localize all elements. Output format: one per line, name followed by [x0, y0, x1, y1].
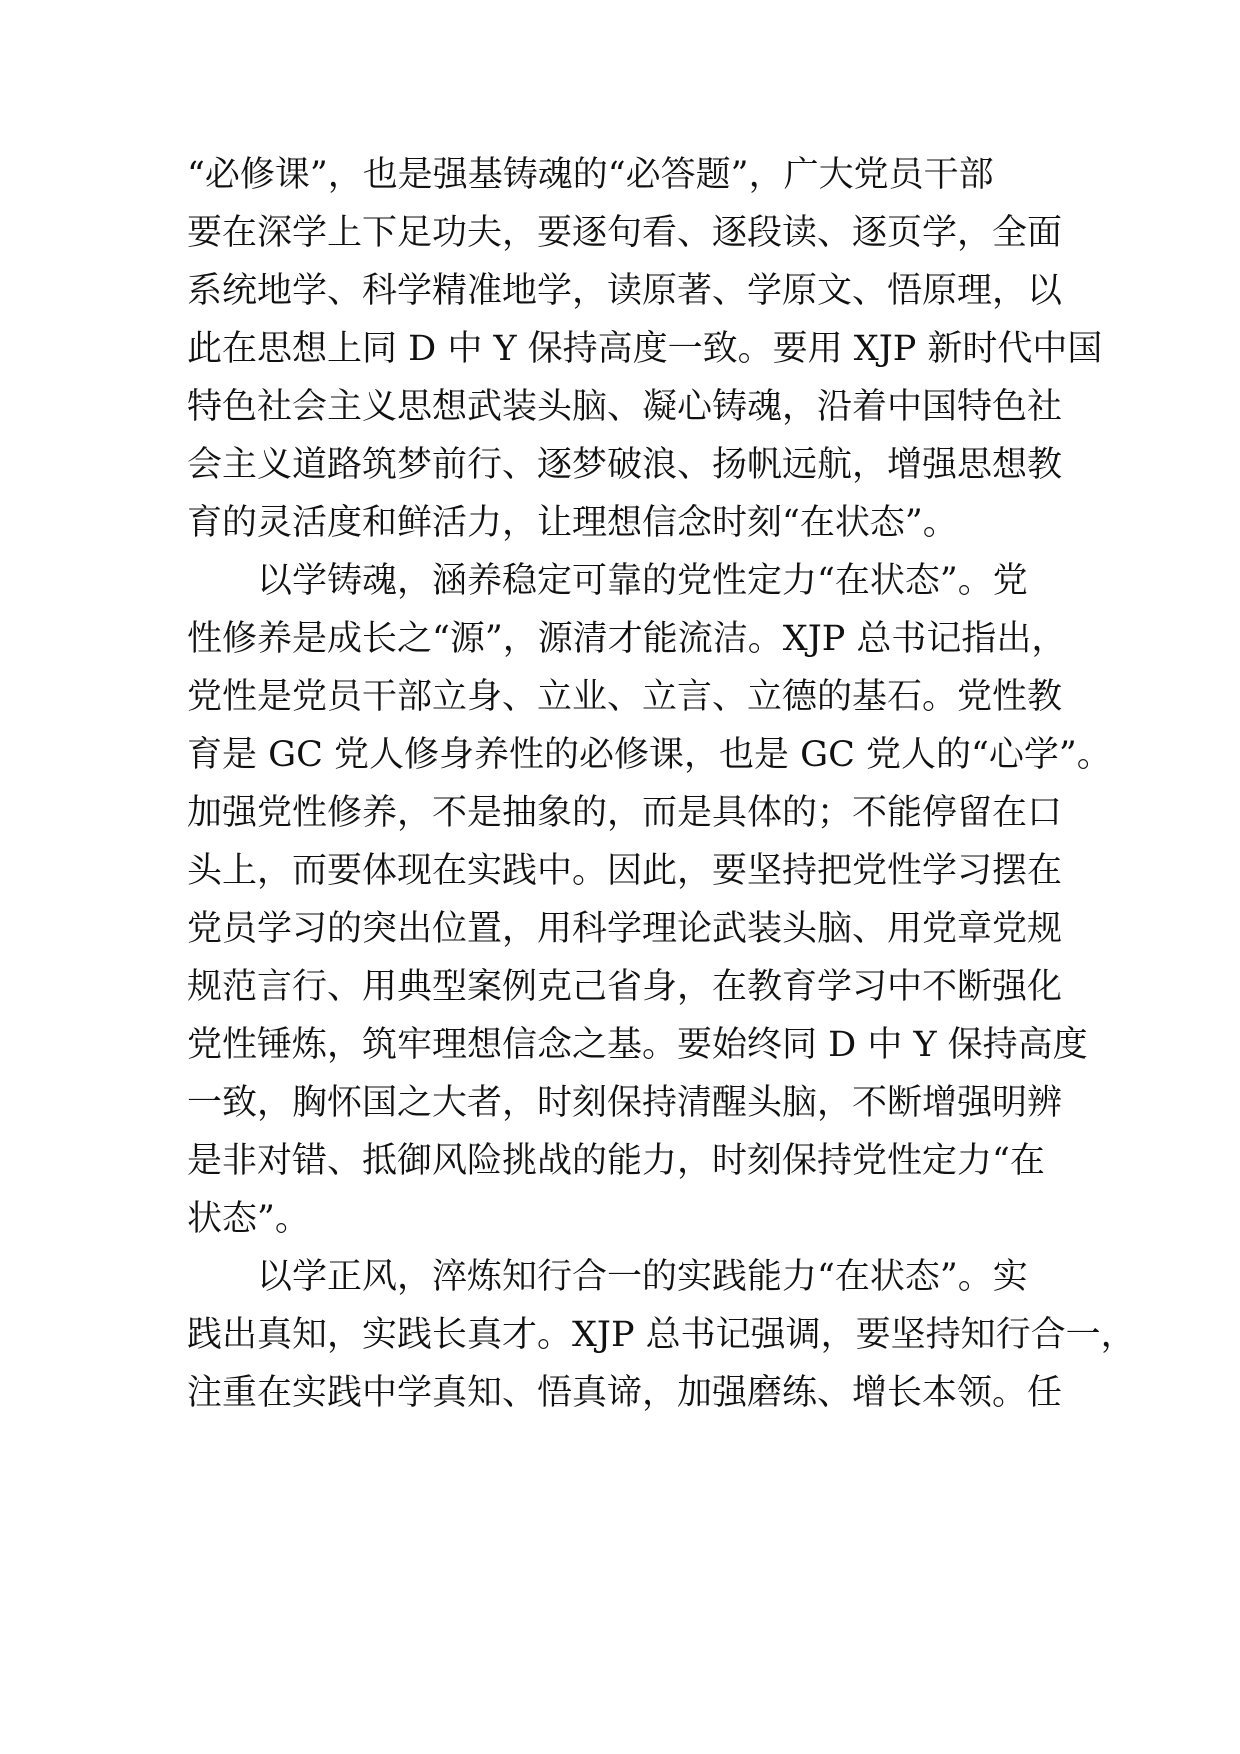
paragraph-2-line: 性修养是成长之“源”，源清才能流洁。XJP 总书记指出， — [187, 619, 1067, 659]
paragraph-1-line: 育的灵活度和鲜活力，让理想信念时刻“在状态”。 — [187, 503, 958, 543]
paragraph-3-line: 注重在实践中学真知、悟真谛，加强磨练、增长本领。任 — [187, 1373, 1063, 1413]
paragraph-1-line: 会主义道路筑梦前行、逐梦破浪、扬帆远航，增强思想教 — [187, 445, 1063, 485]
paragraph-1-line: 此在思想上同 D 中 Y 保持高度一致。要用 XJP 新时代中国 — [187, 329, 1103, 369]
paragraph-2-line: 状态”。 — [187, 1199, 310, 1239]
paragraph-2-line: 规范言行、用典型案例克己省身，在教育学习中不断强化 — [187, 967, 1063, 1007]
paragraph-2-line: 党性锤炼，筑牢理想信念之基。要始终同 D 中 Y 保持高度 — [187, 1025, 1088, 1065]
paragraph-2-line: 育是 GC 党人修身养性的必修课，也是 GC 党人的“心学”。 — [187, 735, 1112, 775]
paragraph-2-line: 党员学习的突出位置，用科学理论武装头脑、用党章党规 — [187, 909, 1063, 949]
paragraph-3-line: 践出真知，实践长真才。XJP 总书记强调，要坚持知行合一， — [187, 1315, 1136, 1355]
paragraph-2-line: 党性是党员干部立身、立业、立言、立德的基石。党性教 — [187, 677, 1063, 717]
paragraph-2-line: 是非对错、抵御风险挑战的能力，时刻保持党性定力“在 — [187, 1141, 1045, 1181]
paragraph-1-line: 要在深学上下足功夫，要逐句看、逐段读、逐页学，全面 — [187, 213, 1063, 253]
paragraph-3-first-line: 以学正风，淬炼知行合一的实践能力“在状态”。实 — [257, 1257, 1028, 1297]
paragraph-1-line: 系统地学、科学精准地学，读原著、学原文、悟原理，以 — [187, 271, 1063, 311]
paragraph-2-line: 加强党性修养，不是抽象的，而是具体的；不能停留在口 — [187, 793, 1063, 833]
paragraph-1-line: “必修课”，也是强基铸魂的“必答题”，广大党员干部 — [187, 155, 994, 195]
paragraph-1-line: 特色社会主义思想武装头脑、凝心铸魂，沿着中国特色社 — [187, 387, 1063, 427]
paragraph-2-line: 头上，而要体现在实践中。因此，要坚持把党性学习摆在 — [187, 851, 1063, 891]
paragraph-2-first-line: 以学铸魂，涵养稳定可靠的党性定力“在状态”。党 — [257, 561, 1028, 601]
paragraph-2-line: 一致，胸怀国之大者，时刻保持清醒头脑，不断增强明辨 — [187, 1083, 1063, 1123]
